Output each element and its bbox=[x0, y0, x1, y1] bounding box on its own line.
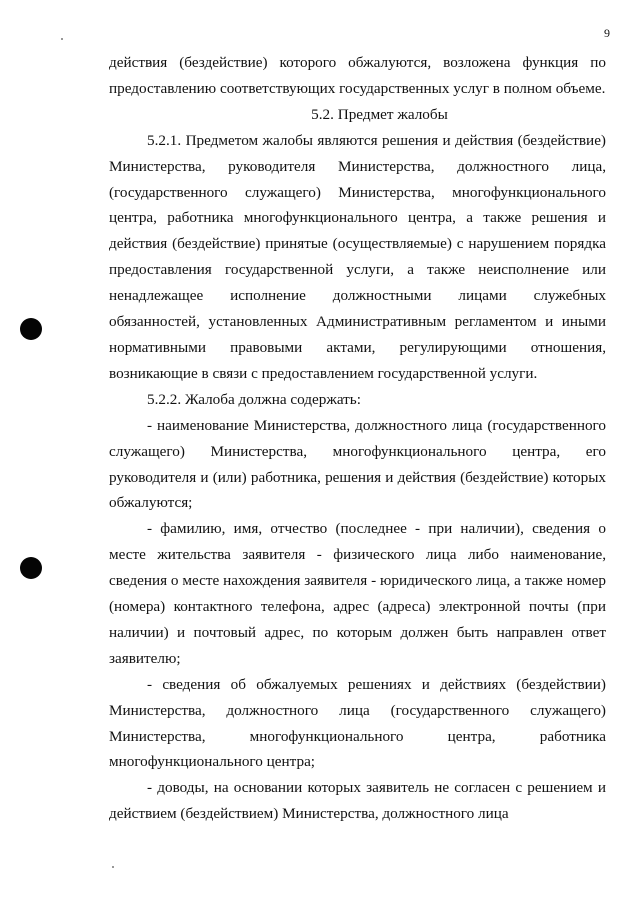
page-number: 9 bbox=[604, 26, 610, 40]
list-item-appealed-decisions: - сведения об обжалуемых решениях и действиях (бездействии) Министерства, должностного лица (государственного служащего) Министерства, многофункционального центра, работника многофункционального центра; bbox=[109, 675, 606, 771]
section-heading: 5.2. Предмет жалобы bbox=[311, 105, 448, 123]
paragraph-5-2-1: 5.2.1. Предметом жалобы являются решения и действия (бездействие) Министерства, руководителя Министерства, должностного лица, (государственного служащего) Министерства, многофункционального центра, работника многофункционального центра, а также решения и действия (бездействие) принятые (осуществляемые) с нарушением порядка предоставления государственной услуги, а также неисполнение или ненадлежащее исполнение должностными лицами служебных обязанностей, установленных Административным регламентом и иными нормативными правовыми актами, регулирующими отношения, возникающие в связи с предоставлением государственной услуги. bbox=[109, 131, 606, 382]
document-body bbox=[109, 50, 606, 827]
punch-hole bbox=[20, 557, 42, 579]
scan-speck bbox=[61, 38, 63, 40]
list-item-applicant-details: - фамилию, имя, отчество (последнее - при наличии), сведения о месте жительства заявителя - физического лица либо наименование, сведения о месте нахождения заявителя - юридического лица, а также номер (номера) контактного телефона, адрес (адреса) электронной почты (при наличии) и почтовый адрес, по которым должен быть направлен ответ заявителю; bbox=[109, 520, 606, 667]
paragraph-5-2-2: 5.2.2. Жалоба должна содержать: bbox=[147, 390, 361, 408]
scan-speck bbox=[112, 866, 114, 868]
list-item-name: - наименование Министерства, должностного лица (государственного служащего) Министерства, многофункционального центра, его руководителя и (или) работника, решения и действия (бездействие) которых обжалуются; bbox=[109, 416, 606, 512]
list-item-arguments: - доводы, на основании которых заявитель не согласен с решением и действием (бездействием) Министерства, должностного лица bbox=[109, 779, 606, 823]
punch-hole bbox=[20, 318, 42, 340]
paragraph-continuation: действия (бездействие) которого обжалуются, возложена функция по предоставлению соответствующих государственных услуг в полном объеме. bbox=[109, 54, 606, 97]
